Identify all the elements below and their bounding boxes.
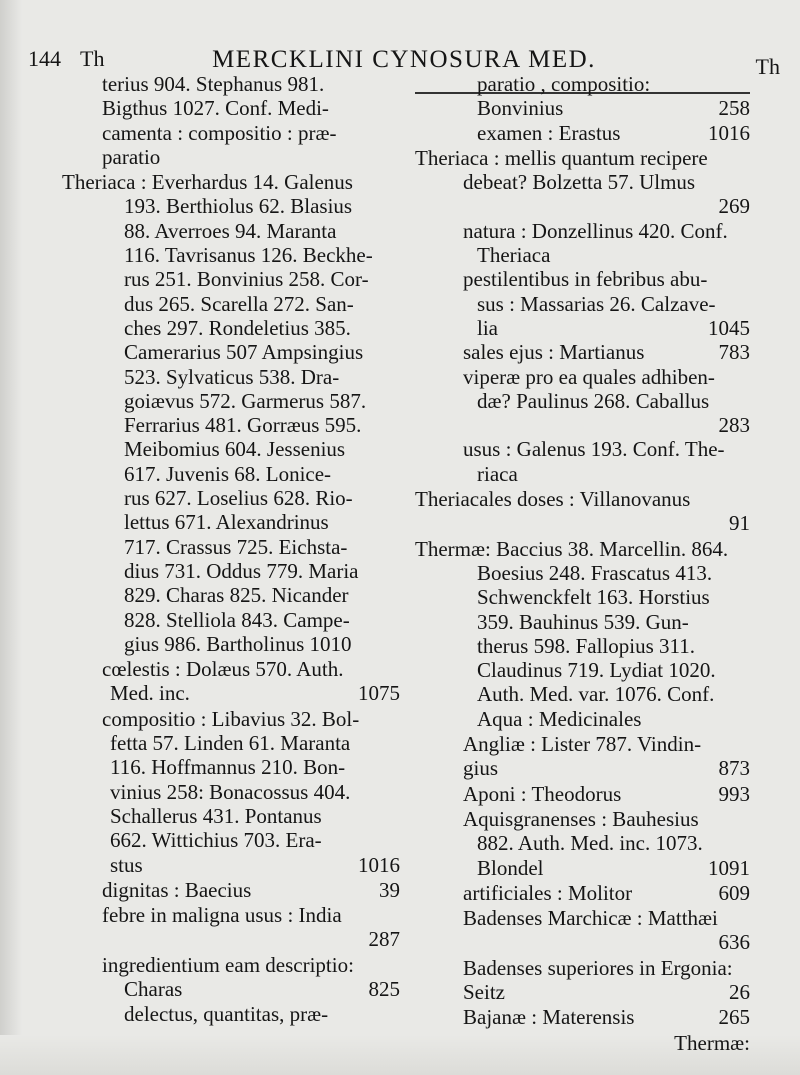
index-line-text: Theriacales doses : Villanovanus xyxy=(415,487,691,512)
index-line xyxy=(62,267,400,291)
index-line xyxy=(62,755,400,779)
index-line-text: terius 904. Stephanus 981. xyxy=(102,72,325,96)
index-line xyxy=(62,853,400,877)
index-line-text: Charas xyxy=(124,976,183,1001)
index-line-text: therus 598. Fallopius 311. xyxy=(477,633,695,658)
index-line-text: 88. Averroes 94. Maranta xyxy=(124,218,337,243)
index-line-text: Theriaca xyxy=(477,243,551,268)
index-line xyxy=(62,219,400,243)
index-line-text: Bigthus 1027. Conf. Medi- xyxy=(102,96,329,121)
index-line xyxy=(415,782,750,806)
right-index-column xyxy=(415,72,750,1056)
index-line-text: Thermæ: Baccius 38. Marcellin. 864. xyxy=(415,536,729,561)
index-line-text: Camerarius 507 Ampsingius xyxy=(124,340,364,365)
index-line xyxy=(415,561,750,585)
index-line xyxy=(415,906,750,930)
left-index-column xyxy=(62,72,400,1028)
index-line-text: febre in maligna usus : India xyxy=(102,903,342,928)
index-line-text: rus 627. Loselius 628. Rio- xyxy=(124,486,353,511)
index-line xyxy=(62,486,400,510)
index-line xyxy=(415,243,750,267)
index-line xyxy=(415,72,750,96)
page-reference: 287 xyxy=(368,927,400,952)
index-line xyxy=(415,707,750,731)
index-line xyxy=(415,170,750,194)
index-line-text: 828. Stelliola 843. Campe- xyxy=(124,607,350,632)
index-line xyxy=(415,219,750,243)
index-line xyxy=(62,365,400,389)
index-line xyxy=(415,756,750,780)
index-line-text: 523. Sylvaticus 538. Dra- xyxy=(124,364,340,389)
index-line xyxy=(62,608,400,632)
index-entry xyxy=(62,1002,400,1026)
page-reference: 873 xyxy=(718,756,750,781)
index-line xyxy=(62,878,400,902)
page-reference: 993 xyxy=(718,781,750,806)
index-line xyxy=(415,537,750,561)
index-line-text: 193. Berthiolus 62. Blasius xyxy=(124,194,353,219)
index-line xyxy=(62,462,400,486)
index-line xyxy=(62,731,400,755)
index-line-text: paratio , compositio: xyxy=(477,72,651,96)
page-reference: 258 xyxy=(718,96,750,121)
index-line-text: Bonvinius xyxy=(477,96,564,121)
index-line-text: 617. Juvenis 68. Lonice- xyxy=(124,461,332,486)
index-entry xyxy=(62,170,400,656)
page-number: 144 xyxy=(28,46,61,71)
index-line-text: Schallerus 431. Pontanus xyxy=(110,803,322,828)
page-reference: 265 xyxy=(718,1005,750,1030)
index-line xyxy=(62,243,400,267)
index-line-text: Theriaca : mellis quantum recipere xyxy=(415,145,708,170)
index-line-text: 359. Bauhinus 539. Gun- xyxy=(477,609,689,634)
index-line xyxy=(62,389,400,413)
index-line xyxy=(62,657,400,681)
index-line-text: lettus 671. Alexandrinus xyxy=(124,510,329,535)
index-line xyxy=(62,535,400,559)
index-line xyxy=(62,413,400,437)
index-entry xyxy=(415,906,750,955)
index-line-text: 116. Tavrisanus 126. Beckhe- xyxy=(124,243,373,268)
page-gutter-shadow xyxy=(0,0,22,1075)
index-line-text: riaca xyxy=(477,461,518,486)
index-line xyxy=(415,340,750,364)
index-entry xyxy=(62,903,400,952)
index-line xyxy=(415,610,750,634)
index-line-text: Badenses Marchicæ : Matthæi xyxy=(463,906,718,931)
index-line xyxy=(415,96,750,120)
index-line xyxy=(62,194,400,218)
index-line-text: Ferrarius 481. Gorræus 595. xyxy=(124,413,362,438)
index-line-text: 717. Crassus 725. Eichsta- xyxy=(124,534,348,559)
index-line xyxy=(415,881,750,905)
index-line xyxy=(415,121,750,145)
index-line-text: Badenses superiores in Ergonia: xyxy=(463,955,733,980)
index-line xyxy=(415,316,750,340)
index-entry xyxy=(415,732,750,781)
index-line-text: ches 297. Rondeletius 385. xyxy=(124,315,351,340)
index-line-text: dus 265. Scarella 272. San- xyxy=(124,291,354,316)
index-entry xyxy=(415,956,750,1005)
index-line xyxy=(415,856,750,880)
index-line-text: Aponi : Theodorus xyxy=(463,781,622,806)
index-line xyxy=(415,437,750,461)
index-line xyxy=(62,170,400,194)
index-line-text: compositio : Libavius 32. Bol- xyxy=(102,706,360,731)
index-line-text: pestilentibus in febribus abu- xyxy=(463,267,708,292)
index-line xyxy=(62,632,400,656)
index-line xyxy=(415,585,750,609)
index-line-text: vinius 258: Bonacossus 404. xyxy=(110,779,351,804)
index-line-text: Boesius 248. Frascatus 413. xyxy=(477,560,713,585)
index-line xyxy=(62,510,400,534)
index-line xyxy=(62,903,400,927)
page-reference: 636 xyxy=(718,930,750,955)
page-reference: 269 xyxy=(718,194,750,219)
index-line xyxy=(415,487,750,511)
index-line-text: debeat? Bolzetta 57. Ulmus xyxy=(463,170,696,195)
index-line xyxy=(62,804,400,828)
page-reference: 825 xyxy=(368,976,400,1001)
index-entry xyxy=(415,807,750,880)
index-line-text: rus 251. Bonvinius 258. Cor- xyxy=(124,267,369,292)
index-line-text: usus : Galenus 193. Conf. The- xyxy=(463,437,725,462)
index-line xyxy=(415,732,750,756)
index-entry xyxy=(62,878,400,902)
index-line xyxy=(415,365,750,389)
index-line xyxy=(62,953,400,977)
index-line-text: Angliæ : Lister 787. Vindin- xyxy=(463,732,702,757)
index-line-text: 882. Auth. Med. inc. 1073. xyxy=(477,831,703,856)
index-line-text: 662. Wittichius 703. Era- xyxy=(110,828,322,853)
index-line-text: gius 986. Bartholinus 1010 xyxy=(124,631,352,656)
index-line-text: dius 731. Oddus 779. Maria xyxy=(124,558,359,583)
index-entry xyxy=(415,537,750,731)
index-line xyxy=(62,927,400,951)
index-line-text: artificiales : Molitor xyxy=(463,880,633,905)
page-reference: 1075 xyxy=(358,681,400,706)
index-line xyxy=(415,634,750,658)
index-line-text: Meibomius 604. Jessenius xyxy=(124,437,346,462)
index-line xyxy=(62,1002,400,1026)
index-line xyxy=(415,292,750,316)
index-line xyxy=(415,146,750,170)
index-line xyxy=(415,831,750,855)
index-entry xyxy=(415,1005,750,1029)
page-reference: 39 xyxy=(379,877,400,902)
index-line-text: stus xyxy=(110,852,143,877)
index-line-text: goiævus 572. Garmerus 587. xyxy=(124,388,367,413)
index-line-text: sales ejus : Martianus xyxy=(463,340,645,365)
index-line xyxy=(62,828,400,852)
index-entry xyxy=(62,72,400,169)
page-reference: 783 xyxy=(718,340,750,365)
page-reference: Thermæ: xyxy=(674,1030,750,1055)
index-line xyxy=(62,780,400,804)
page-reference: 283 xyxy=(718,413,750,438)
index-line-text: paratio xyxy=(102,144,161,169)
index-line xyxy=(415,1031,750,1055)
index-entry xyxy=(415,1031,750,1055)
index-line-text: camenta : compositio : præ- xyxy=(102,120,337,145)
index-line-text: sus : Massarias 26. Calzave- xyxy=(477,291,716,316)
index-line xyxy=(415,462,750,486)
page-reference: 1045 xyxy=(708,315,750,340)
index-line xyxy=(62,559,400,583)
running-title: MERCKLINI CYNOSURA MED. xyxy=(212,46,596,73)
index-line xyxy=(415,389,750,413)
index-line-text: 116. Hoffmannus 210. Bon- xyxy=(110,755,346,780)
index-line-text: Seitz xyxy=(463,979,505,1004)
index-line xyxy=(62,145,400,169)
index-line xyxy=(62,340,400,364)
index-line-text: dæ? Paulinus 268. Caballus xyxy=(477,388,710,413)
index-line xyxy=(62,96,400,120)
index-entry xyxy=(415,487,750,536)
index-line-text: lia xyxy=(477,315,498,340)
index-line xyxy=(62,72,400,96)
index-line xyxy=(62,977,400,1001)
index-line xyxy=(415,807,750,831)
index-line-text: Bajanæ : Materensis xyxy=(463,1005,635,1030)
index-entry xyxy=(415,146,750,486)
index-line-text: examen : Erastus xyxy=(477,120,621,145)
index-entry xyxy=(415,782,750,806)
index-line-text: Blondel xyxy=(477,855,544,880)
page-reference: 26 xyxy=(729,979,750,1004)
index-line-text: Schwenckfelt 163. Horstius xyxy=(477,585,710,610)
index-line-text: Aqua : Medicinales xyxy=(477,706,642,731)
index-entry xyxy=(62,657,400,706)
index-line xyxy=(62,292,400,316)
index-line-text: viperæ pro ea quales adhiben- xyxy=(463,364,715,389)
index-line-text: fetta 57. Linden 61. Maranta xyxy=(110,731,351,756)
index-line-text: ingredientium eam descriptio: xyxy=(102,952,354,977)
index-line xyxy=(62,707,400,731)
index-line xyxy=(415,267,750,291)
index-entry xyxy=(415,881,750,905)
index-entry xyxy=(62,707,400,877)
index-entry xyxy=(415,72,750,145)
index-line xyxy=(415,413,750,437)
page-reference: 91 xyxy=(729,511,750,536)
right-guide-word: Th xyxy=(755,54,780,79)
index-line xyxy=(415,930,750,954)
index-line xyxy=(415,682,750,706)
index-line xyxy=(62,121,400,145)
index-line xyxy=(62,583,400,607)
page-reference: 1016 xyxy=(358,852,400,877)
index-line-text: delectus, quantitas, præ- xyxy=(124,1002,329,1027)
index-entry xyxy=(62,953,400,1002)
page-reference: 1091 xyxy=(708,855,750,880)
page-reference: 609 xyxy=(718,880,750,905)
index-line-text: cœlestis : Dolæus 570. Auth. xyxy=(102,657,344,682)
index-line-text: Theriaca : Everhardus 14. Galenus xyxy=(62,170,353,195)
index-line-text: natura : Donzellinus 420. Conf. xyxy=(463,218,728,243)
index-line xyxy=(415,980,750,1004)
index-line xyxy=(415,511,750,535)
left-guide-word: Th xyxy=(80,46,105,71)
page-reference: 1016 xyxy=(708,120,750,145)
index-line-text: gius xyxy=(463,756,499,781)
index-line-text: Aquisgranenses : Bauhesius xyxy=(463,806,699,831)
index-line-text: Auth. Med. var. 1076. Conf. xyxy=(477,682,715,707)
index-line xyxy=(415,956,750,980)
index-line xyxy=(415,658,750,682)
index-line-text: dignitas : Baecius xyxy=(102,877,252,902)
index-line xyxy=(415,194,750,218)
index-line xyxy=(62,437,400,461)
index-line-text: Med. inc. xyxy=(110,681,190,706)
index-line xyxy=(62,316,400,340)
index-line-text: Claudinus 719. Lydiat 1020. xyxy=(477,658,716,683)
index-line xyxy=(415,1005,750,1029)
index-line xyxy=(62,681,400,705)
index-line-text: 829. Charas 825. Nicander xyxy=(124,583,349,608)
